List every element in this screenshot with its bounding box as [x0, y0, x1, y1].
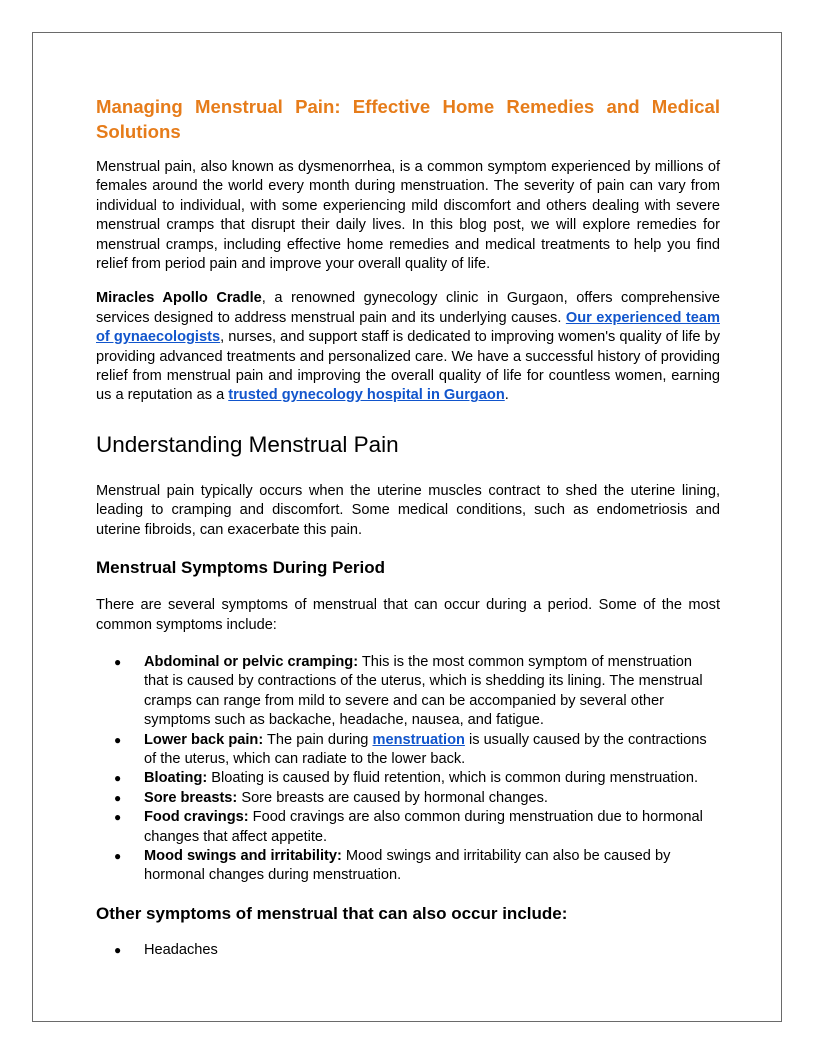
- item-label: Lower back pain:: [144, 731, 264, 748]
- gynaecologists-team-link[interactable]: Our experienced team of gynaecologists: [96, 309, 720, 346]
- item-text: This is the most common symptom of menstruation that is caused by contractions of the uterus, which is shedding its lining. The menstrual cramps can range from mild to severe and can be accompanied by several other symptoms such as backache, headache, nausea, and fatigue.: [144, 653, 703, 729]
- symptoms-list: [114, 653, 720, 886]
- list-item: [114, 847, 714, 886]
- menstruation-link[interactable]: menstruation: [372, 731, 465, 748]
- list-item: [114, 789, 714, 808]
- symptoms-intro-paragraph: There are several symptoms of menstrual that can occur during a period. Some of the most common symptoms include:: [96, 597, 720, 633]
- item-text: Mood swings and irritability can also be caused by hormonal changes during menstruation.: [144, 847, 671, 884]
- list-item: [114, 769, 714, 788]
- clinic-paragraph: [96, 289, 720, 405]
- item-label: Abdominal or pelvic cramping:: [144, 653, 359, 670]
- intro-paragraph: Menstrual pain, also known as dysmenorrhea, is a common symptom experienced by millions of females around the world every month during menstruation. The severity of pain can vary from individual to individual, with some experiencing mild discomfort and others dealing with severe menstrual cramps that disrupt their daily lives. In this blog post, we will explore remedies for menstrual cramps, including effective home remedies and medical treatments to help you find relief from period pain and improve your overall quality of life.: [96, 159, 720, 273]
- section-heading-symptoms: Menstrual Symptoms During Period: [96, 558, 386, 578]
- item-text: The pain during: [263, 731, 373, 748]
- item-label: Sore breasts:: [144, 789, 238, 806]
- page-title: Managing Menstrual Pain: Effective Home Remedies and Medical Solutions: [96, 96, 720, 142]
- section-heading-understanding: Understanding Menstrual Pain: [96, 431, 399, 457]
- item-label: Bloating:: [144, 770, 208, 787]
- clinic-text-3: .: [504, 387, 509, 404]
- bullet-icon: ●: [114, 790, 122, 805]
- clinic-text-2: , nurses, and support staff is dedicated to improving women's quality of life by providing advanced treatments and personalized care. We have a successful history of providing relief from menstrual pain and improving the overall quality of life for countless women, earning us a reputation as a: [96, 329, 721, 404]
- bullet-icon: ●: [114, 810, 122, 825]
- item-label: Mood swings and irritability:: [144, 847, 342, 864]
- item-text: is usually caused by the contractions of the uterus, which can radiate to the lower back.: [144, 731, 707, 767]
- bullet-icon: ●: [114, 732, 122, 747]
- item-text: Food cravings are also common during menstruation due to hormonal changes that affect appetite.: [144, 809, 703, 845]
- item-label: Food cravings:: [144, 809, 249, 826]
- gynecology-hospital-link[interactable]: trusted gynecology hospital in Gurgaon: [228, 387, 505, 404]
- list-item: [114, 808, 714, 847]
- list-item: [114, 941, 714, 960]
- understanding-paragraph: Menstrual pain typically occurs when the uterine muscles contract to shed the uterine lining, leading to cramping and discomfort. Some medical conditions, such as endometriosis and uterine fibroids, can exacerbate this pain.: [96, 482, 720, 538]
- item-text: Headaches: [144, 941, 218, 958]
- clinic-text-1: , a renowned gynecology clinic in Gurgaon, offers comprehensive services designed to address menstrual pain and its underlying causes.: [96, 290, 720, 326]
- bullet-icon: ●: [114, 942, 122, 957]
- clinic-name: Miracles Apollo Cradle: [96, 290, 262, 307]
- document-body: [96, 94, 720, 960]
- item-text: Sore breasts are caused by hormonal changes.: [237, 789, 548, 806]
- bullet-icon: ●: [114, 771, 122, 786]
- section-heading-other-symptoms: Other symptoms of menstrual that can also occur include:: [96, 903, 568, 923]
- bullet-icon: ●: [114, 654, 122, 669]
- bullet-icon: ●: [114, 848, 122, 863]
- list-item: [114, 653, 714, 731]
- item-text: Bloating is caused by fluid retention, which is common during menstruation.: [207, 770, 698, 787]
- other-symptoms-list: [114, 941, 720, 960]
- list-item: [114, 731, 714, 770]
